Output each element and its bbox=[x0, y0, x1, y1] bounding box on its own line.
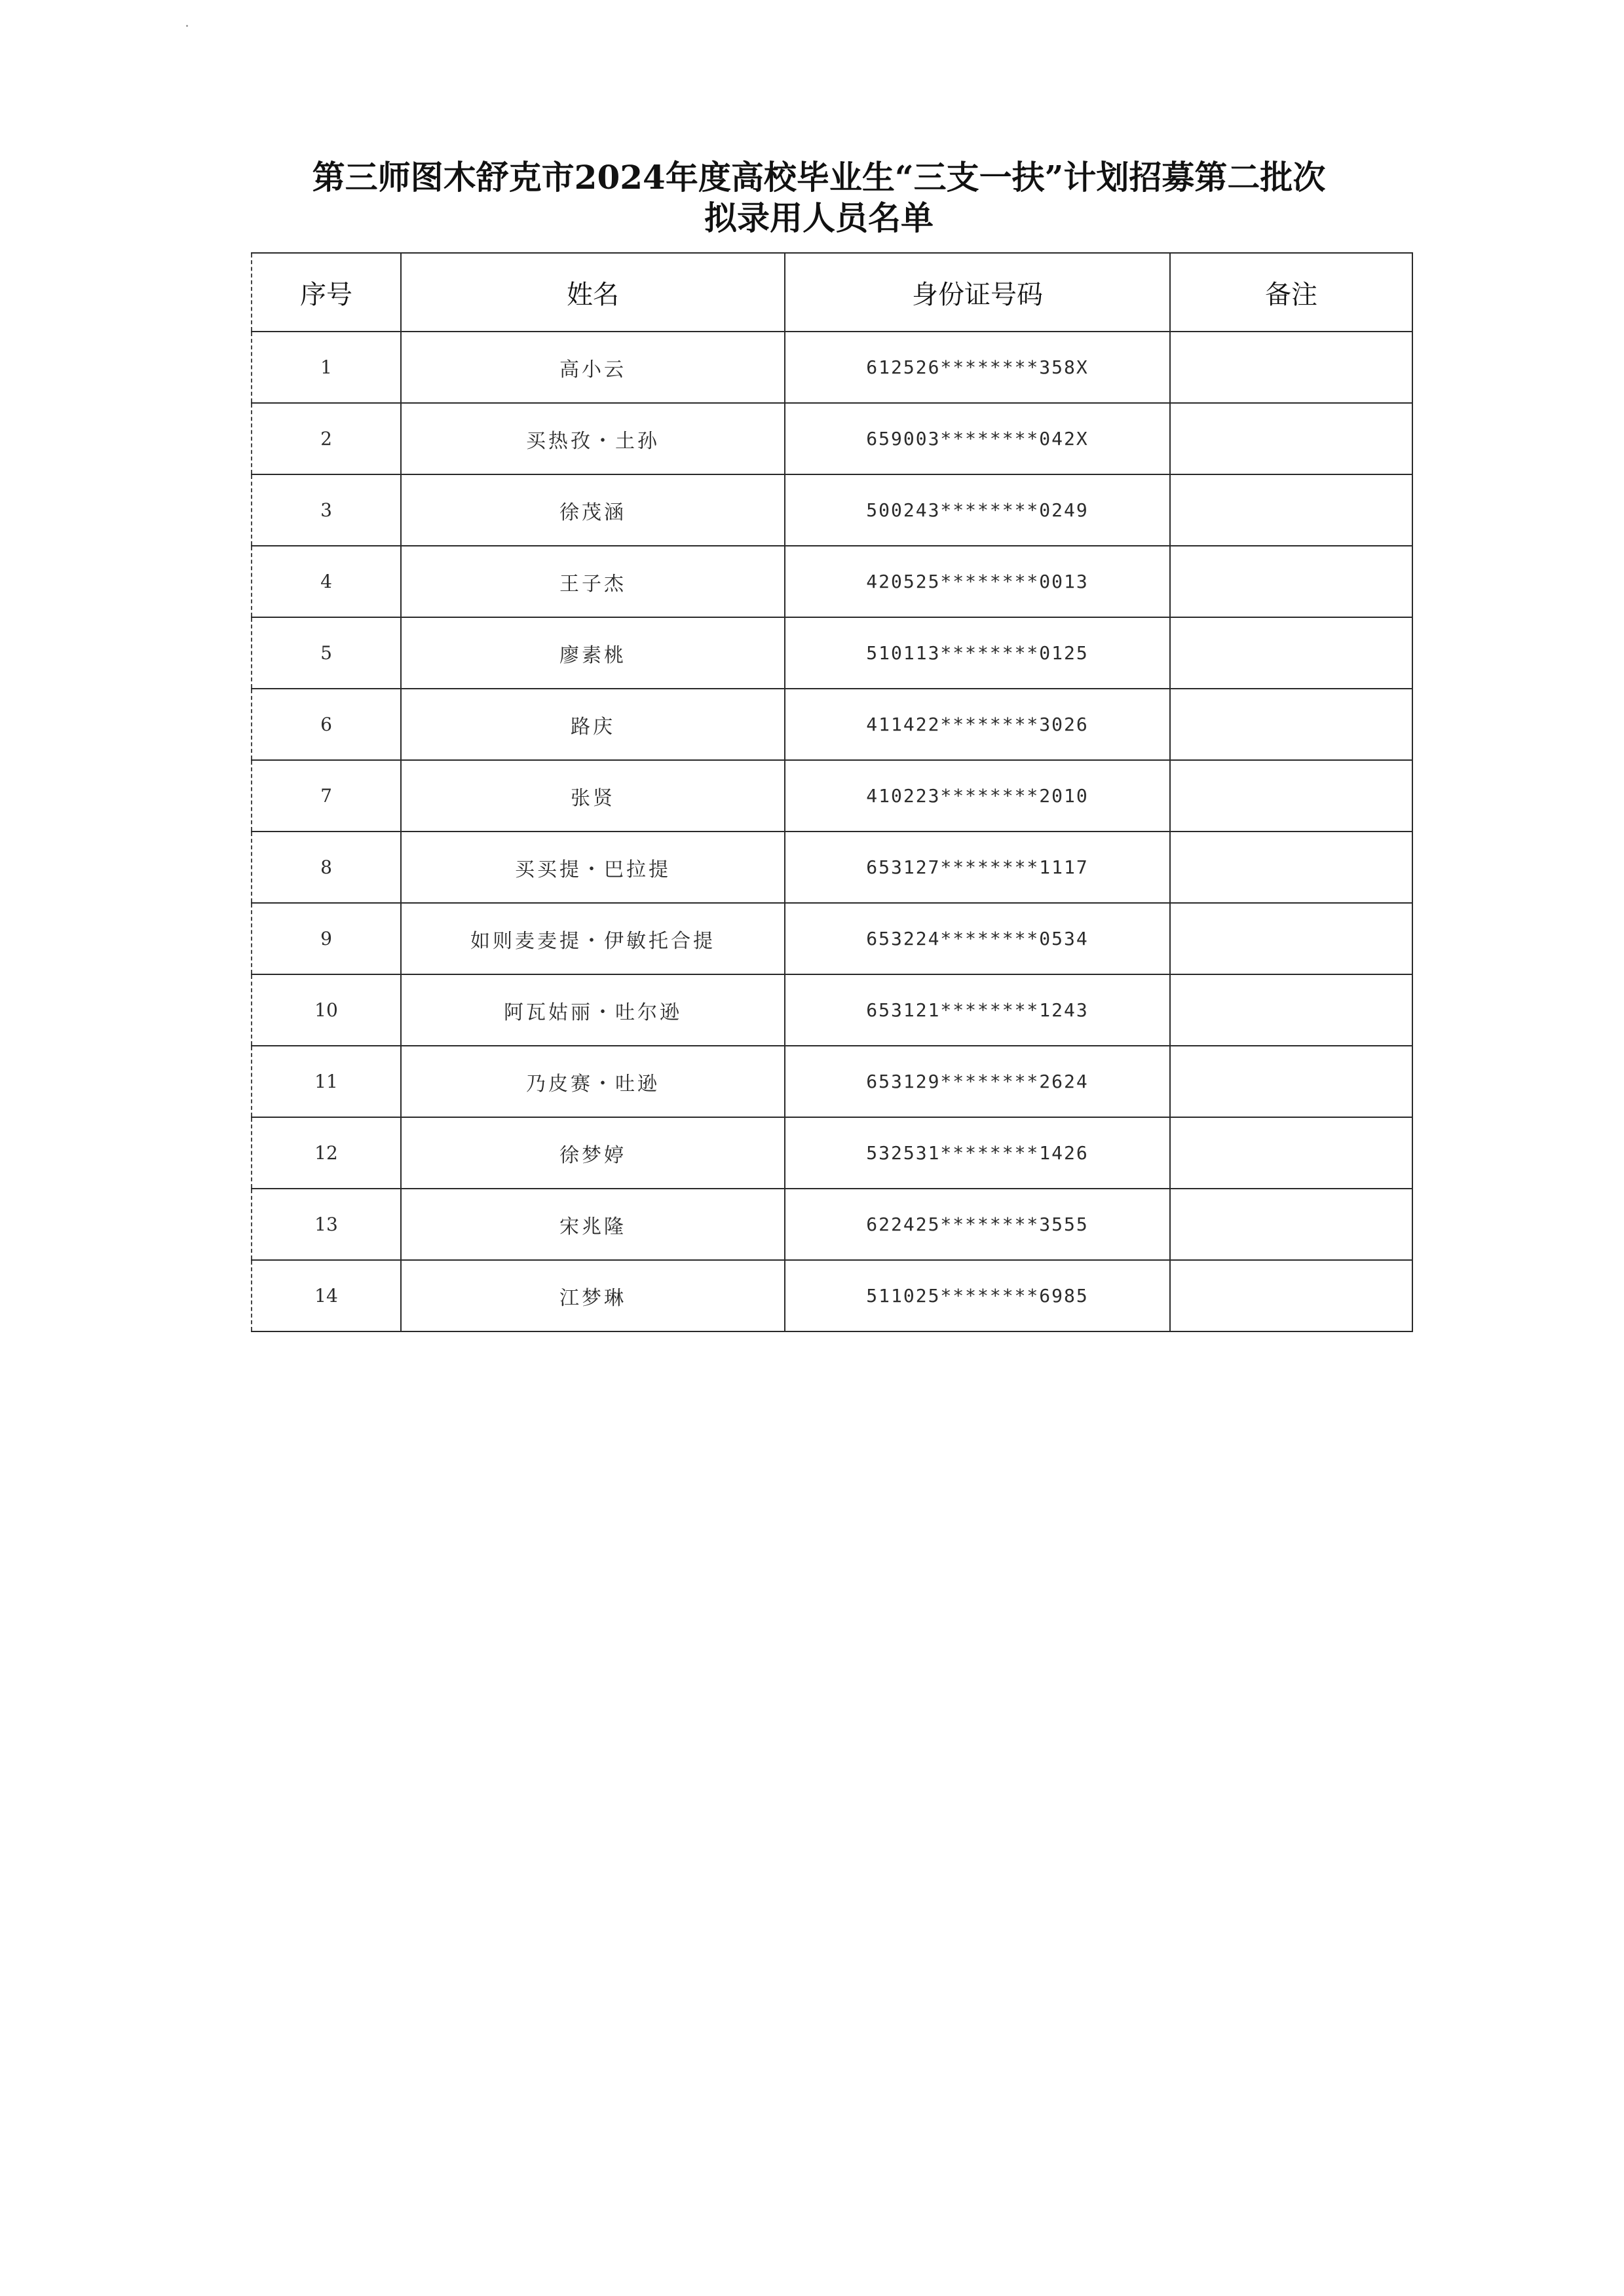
row-note-cell bbox=[1170, 546, 1412, 617]
row-note-cell bbox=[1170, 832, 1412, 903]
row-seq-cell: 14 bbox=[252, 1260, 401, 1331]
row-name-cell: 宋兆隆 bbox=[401, 1189, 785, 1260]
row-name-cell: 江梦琳 bbox=[401, 1260, 785, 1331]
row-note-cell bbox=[1170, 474, 1412, 546]
header-note: 备注 bbox=[1170, 253, 1412, 332]
row-name-cell: 徐茂涵 bbox=[401, 474, 785, 546]
row-seq-cell: 6 bbox=[252, 689, 401, 760]
table-row bbox=[252, 617, 1412, 689]
table-row bbox=[252, 1117, 1412, 1189]
row-name-cell: 路庆 bbox=[401, 689, 785, 760]
table-row bbox=[252, 1046, 1412, 1117]
scan-speck bbox=[186, 25, 188, 27]
row-note-cell bbox=[1170, 617, 1412, 689]
row-note-cell bbox=[1170, 903, 1412, 974]
header-name: 姓名 bbox=[401, 253, 785, 332]
row-seq-cell: 2 bbox=[252, 403, 401, 474]
row-name-cell: 阿瓦姑丽・吐尔逊 bbox=[401, 974, 785, 1046]
row-note-cell bbox=[1170, 1117, 1412, 1189]
row-note-cell bbox=[1170, 332, 1412, 403]
table-row bbox=[252, 1260, 1412, 1331]
row-id-number-cell: 653224********0534 bbox=[785, 903, 1170, 974]
row-note-cell bbox=[1170, 974, 1412, 1046]
table-row bbox=[252, 974, 1412, 1046]
row-seq-cell: 4 bbox=[252, 546, 401, 617]
row-id-number-cell: 500243********0249 bbox=[785, 474, 1170, 546]
row-note-cell bbox=[1170, 1046, 1412, 1117]
row-seq-cell: 9 bbox=[252, 903, 401, 974]
document-title bbox=[249, 157, 1389, 239]
row-seq-cell: 11 bbox=[252, 1046, 401, 1117]
table-body bbox=[252, 332, 1412, 1331]
table-row bbox=[252, 546, 1412, 617]
row-seq-cell: 10 bbox=[252, 974, 401, 1046]
table-row bbox=[252, 1189, 1412, 1260]
row-id-number-cell: 612526********358X bbox=[785, 332, 1170, 403]
row-name-cell: 乃皮赛・吐逊 bbox=[401, 1046, 785, 1117]
candidate-table bbox=[251, 252, 1413, 1332]
title-line-1: 第三师图木舒克市2024年度高校毕业生“三支一扶”计划招募第二批次 bbox=[312, 158, 1326, 197]
row-id-number-cell: 411422********3026 bbox=[785, 689, 1170, 760]
row-note-cell bbox=[1170, 760, 1412, 832]
row-seq-cell: 12 bbox=[252, 1117, 401, 1189]
row-note-cell bbox=[1170, 689, 1412, 760]
row-seq-cell: 8 bbox=[252, 832, 401, 903]
row-id-number-cell: 410223********2010 bbox=[785, 760, 1170, 832]
row-note-cell bbox=[1170, 1260, 1412, 1331]
row-id-number-cell: 653121********1243 bbox=[785, 974, 1170, 1046]
row-id-number-cell: 622425********3555 bbox=[785, 1189, 1170, 1260]
table-row bbox=[252, 832, 1412, 903]
row-note-cell bbox=[1170, 403, 1412, 474]
header-id-number: 身份证号码 bbox=[785, 253, 1170, 332]
row-id-number-cell: 420525********0013 bbox=[785, 546, 1170, 617]
table-row bbox=[252, 903, 1412, 974]
row-seq-cell: 3 bbox=[252, 474, 401, 546]
row-id-number-cell: 511025********6985 bbox=[785, 1260, 1170, 1331]
header-seq: 序号 bbox=[252, 253, 401, 332]
row-seq-cell: 7 bbox=[252, 760, 401, 832]
row-id-number-cell: 659003********042X bbox=[785, 403, 1170, 474]
row-name-cell: 买热孜・土孙 bbox=[401, 403, 785, 474]
row-id-number-cell: 532531********1426 bbox=[785, 1117, 1170, 1189]
row-seq-cell: 1 bbox=[252, 332, 401, 403]
table-header-row bbox=[252, 253, 1412, 332]
row-id-number-cell: 653127********1117 bbox=[785, 832, 1170, 903]
row-name-cell: 高小云 bbox=[401, 332, 785, 403]
table-row bbox=[252, 403, 1412, 474]
row-name-cell: 张贤 bbox=[401, 760, 785, 832]
title-line-2: 拟录用人员名单 bbox=[704, 199, 934, 237]
row-name-cell: 王子杰 bbox=[401, 546, 785, 617]
row-id-number-cell: 510113********0125 bbox=[785, 617, 1170, 689]
table-row bbox=[252, 760, 1412, 832]
row-name-cell: 廖素桃 bbox=[401, 617, 785, 689]
row-id-number-cell: 653129********2624 bbox=[785, 1046, 1170, 1117]
table-row bbox=[252, 689, 1412, 760]
row-name-cell: 如则麦麦提・伊敏托合提 bbox=[401, 903, 785, 974]
table-row bbox=[252, 474, 1412, 546]
row-seq-cell: 5 bbox=[252, 617, 401, 689]
row-seq-cell: 13 bbox=[252, 1189, 401, 1260]
row-name-cell: 买买提・巴拉提 bbox=[401, 832, 785, 903]
row-name-cell: 徐梦婷 bbox=[401, 1117, 785, 1189]
table-row bbox=[252, 332, 1412, 403]
row-note-cell bbox=[1170, 1189, 1412, 1260]
